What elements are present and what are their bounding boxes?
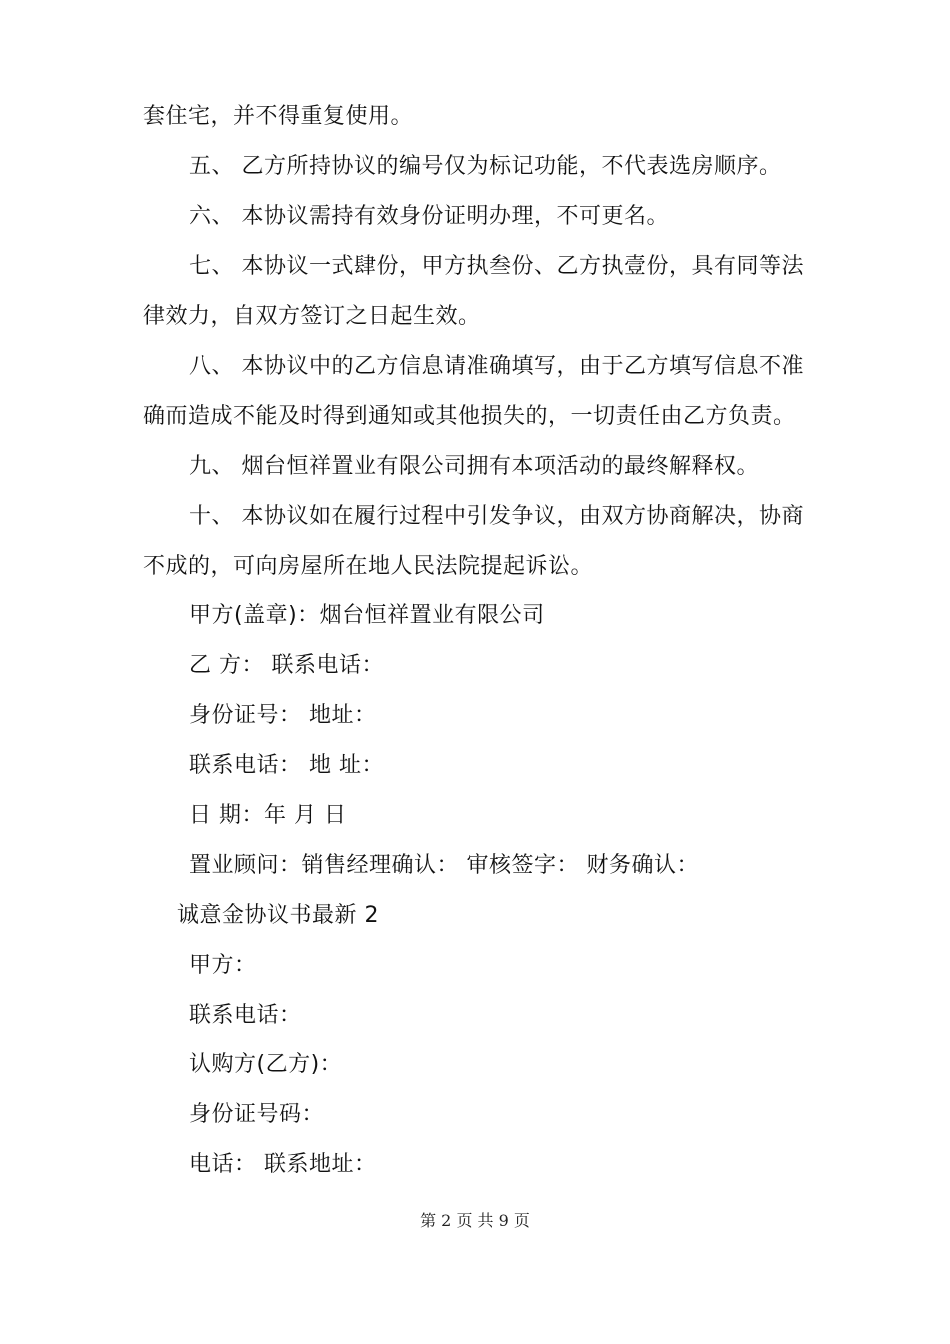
id-address: 身份证号： 地址： <box>189 703 377 728</box>
text-line: 套住宅，并不得重复使用。 <box>143 104 414 129</box>
signatures-line: 置业顾问：销售经理确认： 审核签字： 财务确认： <box>189 853 699 878</box>
buyer-field: 认购方(乙方)： <box>189 1052 343 1077</box>
clause-10-cont: 不成的，可向房屋所在地人民法院提起诉讼。 <box>143 554 594 579</box>
party-a-field: 甲方： <box>189 953 257 978</box>
clause-6: 六、 本协议需持有效身份证明办理，不可更名。 <box>189 204 669 229</box>
clause-10: 十、 本协议如在履行过程中引发争议，由双方协商解决，协商 <box>189 504 804 529</box>
page-footer: 第 2 页 共 9 页 <box>420 1211 530 1230</box>
id-number-field: 身份证号码： <box>189 1102 325 1127</box>
clause-7-cont: 律效力，自双方签订之日起生效。 <box>143 304 481 329</box>
clause-8: 八、 本协议中的乙方信息请准确填写，由于乙方填写信息不准 <box>189 354 804 379</box>
party-a-seal: 甲方(盖章)：烟台恒祥置业有限公司 <box>189 603 545 628</box>
contact-phone-field: 联系电话： <box>189 1003 302 1028</box>
section-title: 诚意金协议书最新 2 <box>177 903 379 928</box>
date-line: 日 期：年 月 日 <box>189 803 347 828</box>
clause-5: 五、 乙方所持协议的编号仅为标记功能，不代表选房顺序。 <box>189 154 782 179</box>
phone-address: 联系电话： 地 址： <box>189 753 384 778</box>
party-b-phone: 乙 方： 联系电话： <box>189 653 384 678</box>
phone-address-field: 电话： 联系地址： <box>189 1152 377 1177</box>
clause-8-cont: 确而造成不能及时得到通知或其他损失的，一切责任由乙方负责。 <box>143 404 796 429</box>
clause-7: 七、 本协议一式肆份，甲方执叁份、乙方执壹份，具有同等法 <box>189 254 804 279</box>
clause-9: 九、 烟台恒祥置业有限公司拥有本项活动的最终解释权。 <box>189 454 759 479</box>
